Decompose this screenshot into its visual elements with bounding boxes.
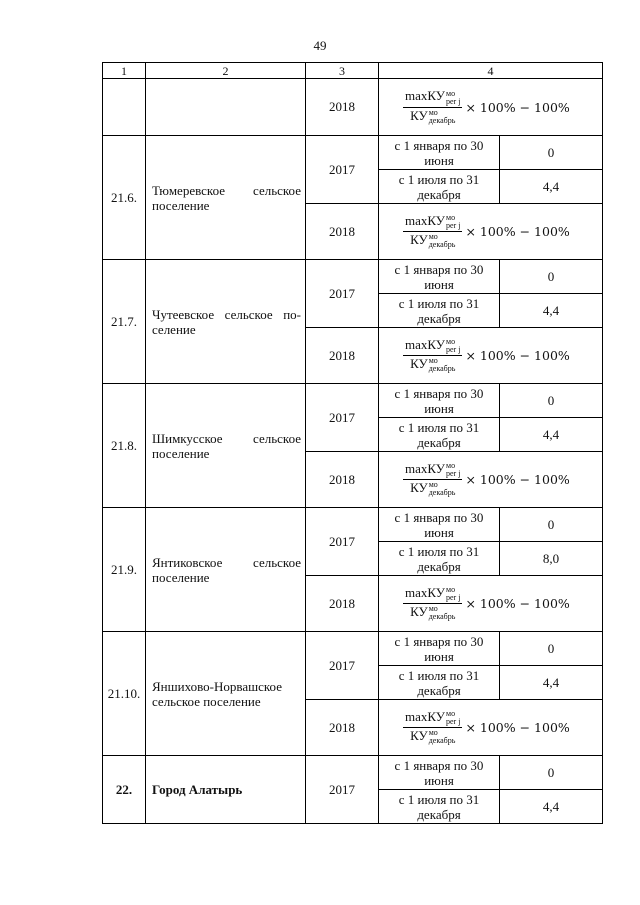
year-cell: 2018 xyxy=(306,79,379,136)
table-row xyxy=(103,79,603,136)
rate-value: 0 xyxy=(500,260,603,294)
formula-fraction xyxy=(403,214,462,249)
section-number: 21.7. xyxy=(103,260,146,384)
table-row xyxy=(103,384,603,418)
period-cell: с 1 января по 30 июня xyxy=(379,632,500,666)
settlement-name: Янтиковское сельское поселение xyxy=(146,508,306,632)
formula-denominator: КУ мо декабрь xyxy=(410,232,456,250)
row-name-cell xyxy=(146,79,306,136)
formula-numerator: maxКУ мо per j xyxy=(405,212,461,230)
formula-numerator: maxКУ мо per j xyxy=(405,708,461,726)
period-cell: с 1 июля по 31 декабря xyxy=(379,666,500,700)
period-cell: с 1 января по 30 июня xyxy=(379,260,500,294)
formula-tail: × 100% − 100% xyxy=(465,472,570,487)
year-cell: 2018 xyxy=(306,700,379,756)
period-cell: с 1 июля по 31 декабря xyxy=(379,790,500,824)
index-formula xyxy=(379,338,602,373)
section-number: 21.10. xyxy=(103,632,146,756)
formula-fraction xyxy=(403,710,462,745)
formula-cell xyxy=(379,204,603,260)
period-cell: с 1 января по 30 июня xyxy=(379,384,500,418)
page-number: 49 xyxy=(313,38,327,53)
formula-numerator: maxКУ мо per j xyxy=(405,584,461,602)
formula-denominator: КУ мо декабрь xyxy=(410,728,456,746)
index-formula xyxy=(379,710,602,745)
year-cell: 2017 xyxy=(306,260,379,328)
formula-fraction xyxy=(403,586,462,621)
formula-tail: × 100% − 100% xyxy=(465,596,570,611)
tariff-table xyxy=(102,62,603,824)
formula-numerator: maxКУ мо per j xyxy=(405,336,461,354)
formula-cell xyxy=(379,576,603,632)
year-cell: 2018 xyxy=(306,328,379,384)
section-number: 21.8. xyxy=(103,384,146,508)
year-cell: 2017 xyxy=(306,384,379,452)
period-cell: с 1 января по 30 июня xyxy=(379,508,500,542)
rate-value: 4,4 xyxy=(500,294,603,328)
formula-cell xyxy=(379,700,603,756)
index-formula xyxy=(379,586,602,621)
section-number: 22. xyxy=(103,756,146,824)
header-col-1: 1 xyxy=(103,63,146,79)
formula-cell xyxy=(379,79,603,136)
year-cell: 2017 xyxy=(306,508,379,576)
formula-denominator: КУ мо декабрь xyxy=(410,356,456,374)
period-cell: с 1 июля по 31 декабря xyxy=(379,542,500,576)
formula-fraction xyxy=(403,338,462,373)
rate-value: 4,4 xyxy=(500,790,603,824)
rate-value: 0 xyxy=(500,136,603,170)
settlement-name: Шимкусское сельское поселение xyxy=(146,384,306,508)
year-cell: 2018 xyxy=(306,576,379,632)
settlement-name: Город Алатырь xyxy=(146,756,306,824)
formula-tail: × 100% − 100% xyxy=(465,224,570,239)
formula-cell xyxy=(379,452,603,508)
settlement-name: Тюмеревское сельское поселение xyxy=(146,136,306,260)
rate-value: 8,0 xyxy=(500,542,603,576)
formula-denominator: КУ мо декабрь xyxy=(410,604,456,622)
rate-value: 0 xyxy=(500,756,603,790)
table-row xyxy=(103,508,603,542)
index-formula xyxy=(379,214,602,249)
table-row xyxy=(103,136,603,170)
rate-value: 4,4 xyxy=(500,170,603,204)
section-number: 21.6. xyxy=(103,136,146,260)
formula-fraction xyxy=(403,462,462,497)
index-formula xyxy=(379,462,602,497)
formula-denominator: КУ мо декабрь xyxy=(410,480,456,498)
period-cell: с 1 июля по 31 декабря xyxy=(379,294,500,328)
period-cell: с 1 июля по 31 декабря xyxy=(379,170,500,204)
table-row xyxy=(103,756,603,790)
settlement-name: Яншихово-Норвашское сельское поселение xyxy=(146,632,306,756)
rate-value: 0 xyxy=(500,632,603,666)
formula-denominator: КУ мо декабрь xyxy=(410,107,456,125)
rate-value: 0 xyxy=(500,384,603,418)
index-formula xyxy=(379,89,602,124)
rate-value: 4,4 xyxy=(500,666,603,700)
period-cell: с 1 января по 30 июня xyxy=(379,756,500,790)
header-col-3: 3 xyxy=(306,63,379,79)
table-row xyxy=(103,260,603,294)
rate-value: 4,4 xyxy=(500,418,603,452)
year-cell: 2017 xyxy=(306,136,379,204)
formula-numerator: maxКУ мо per j xyxy=(405,88,461,106)
row-number-cell xyxy=(103,79,146,136)
year-cell: 2017 xyxy=(306,756,379,824)
formula-tail: × 100% − 100% xyxy=(465,348,570,363)
formula-cell xyxy=(379,328,603,384)
formula-fraction xyxy=(403,89,462,124)
year-cell: 2018 xyxy=(306,204,379,260)
section-number: 21.9. xyxy=(103,508,146,632)
year-cell: 2018 xyxy=(306,452,379,508)
formula-tail: × 100% − 100% xyxy=(465,720,570,735)
formula-tail: × 100% − 100% xyxy=(465,99,570,115)
table-row xyxy=(103,632,603,666)
period-cell: с 1 января по 30 июня xyxy=(379,136,500,170)
period-cell: с 1 июля по 31 декабря xyxy=(379,418,500,452)
year-cell: 2017 xyxy=(306,632,379,700)
header-col-4: 4 xyxy=(379,63,603,79)
formula-numerator: maxКУ мо per j xyxy=(405,460,461,478)
header-row xyxy=(103,63,603,79)
header-col-2: 2 xyxy=(146,63,306,79)
rate-value: 0 xyxy=(500,508,603,542)
settlement-name: Чутеевское сельское по-селение xyxy=(146,260,306,384)
